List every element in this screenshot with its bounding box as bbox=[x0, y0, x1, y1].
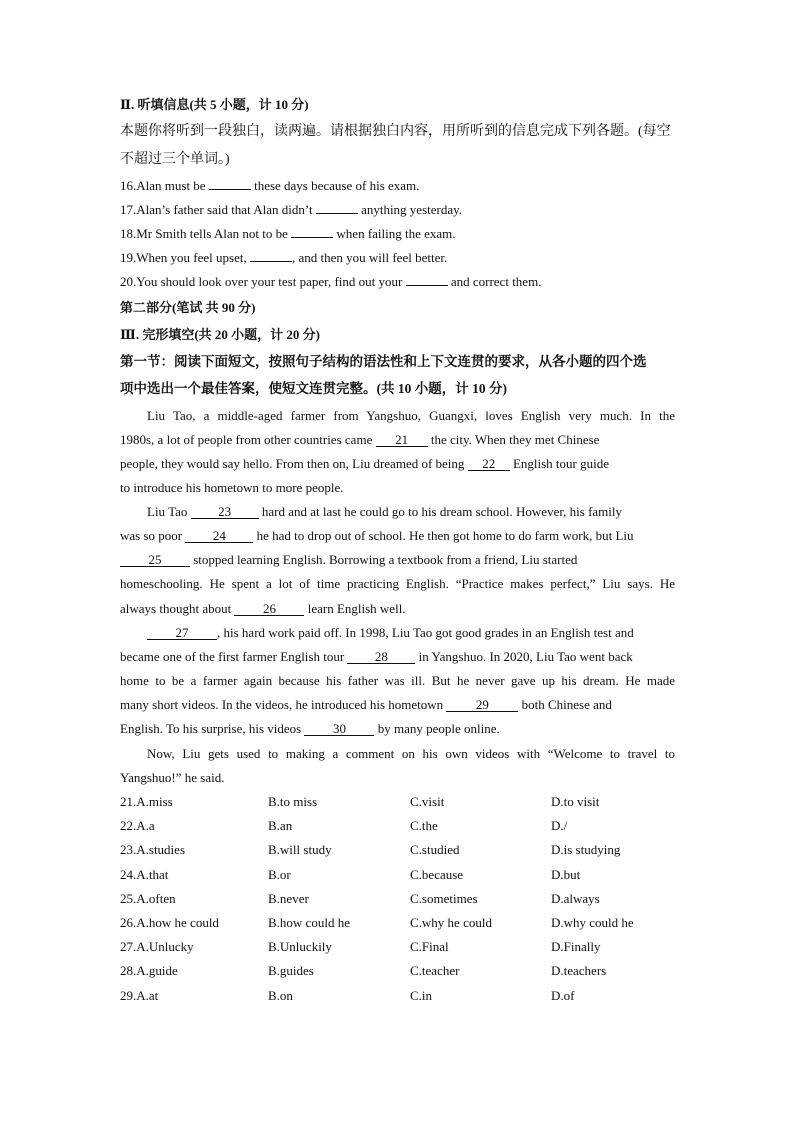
option-24-b[interactable]: B.or bbox=[268, 867, 291, 882]
section-heading: Ⅱ. 听填信息(共 5 小题，计 10 分) bbox=[120, 97, 309, 112]
passage-line: Liu Tao 23 hard and at last he could go to his dream school. However, his family bbox=[147, 504, 623, 519]
answer-blank[interactable] bbox=[291, 237, 333, 238]
option-27-d[interactable]: D.Finally bbox=[551, 939, 601, 954]
option-27-b[interactable]: B.Unluckily bbox=[268, 939, 332, 954]
cloze-blank-22[interactable]: 22 bbox=[468, 457, 510, 471]
cloze-blank-29[interactable]: 29 bbox=[446, 698, 518, 712]
cloze-blank-30[interactable]: 30 bbox=[304, 722, 374, 736]
passage-line: 27 , his hard work paid off. In 1998, Liu Tao got good grades in an English test and bbox=[147, 625, 675, 641]
option-25-d[interactable]: D.always bbox=[551, 891, 600, 906]
option-27-a[interactable]: 27.A.Unlucky bbox=[120, 939, 194, 954]
answer-blank[interactable] bbox=[316, 213, 358, 214]
passage-line: always thought about 26 learn English well. bbox=[120, 601, 406, 616]
option-22-a[interactable]: 22.A.a bbox=[120, 818, 155, 833]
option-22-c[interactable]: C.the bbox=[410, 818, 438, 833]
option-26-c[interactable]: C.why he could bbox=[410, 915, 492, 930]
passage-line: home to be a farmer again because his father was ill. But he never gave up his dream. He made bbox=[120, 673, 675, 688]
question-18: 18.Mr Smith tells Alan not to be when failing the exam. bbox=[120, 226, 456, 241]
cloze-blank-21[interactable]: 21 bbox=[376, 433, 428, 447]
option-28-d[interactable]: D.teachers bbox=[551, 963, 607, 978]
option-25-c[interactable]: C.sometimes bbox=[410, 891, 478, 906]
answer-blank[interactable] bbox=[209, 189, 251, 190]
option-23-b[interactable]: B.will study bbox=[268, 842, 332, 857]
passage-line: many short videos. In the videos, he introduced his hometown 29 both Chinese and bbox=[120, 697, 612, 712]
option-23-d[interactable]: D.is studying bbox=[551, 842, 621, 857]
answer-blank[interactable] bbox=[250, 261, 292, 262]
option-21-b[interactable]: B.to miss bbox=[268, 794, 318, 809]
cloze-blank-28[interactable]: 28 bbox=[347, 650, 415, 664]
option-24-a[interactable]: 24.A.that bbox=[120, 867, 169, 882]
passage-line: was so poor 24 he had to drop out of school. He then got home to do farm work, but Liu bbox=[120, 528, 634, 543]
cloze-blank-24[interactable]: 24 bbox=[185, 529, 253, 543]
option-28-c[interactable]: C.teacher bbox=[410, 963, 460, 978]
option-29-a[interactable]: 29.A.at bbox=[120, 988, 159, 1003]
cloze-blank-26[interactable]: 26 bbox=[234, 602, 304, 616]
option-24-c[interactable]: C.because bbox=[410, 867, 464, 882]
passage-line: English. To his surprise, his videos 30 by many people online. bbox=[120, 721, 500, 736]
option-26-a[interactable]: 26.A.how he could bbox=[120, 915, 219, 930]
option-21-a[interactable]: 21.A.miss bbox=[120, 794, 173, 809]
option-29-c[interactable]: C.in bbox=[410, 988, 433, 1003]
option-23-a[interactable]: 23.A.studies bbox=[120, 842, 185, 857]
instructions: 本题你将听到一段独白，读两遍。请根据独白内容，用所听到的信息完成下列各题。(每空 bbox=[120, 124, 671, 139]
instructions: 不超过三个单词。) bbox=[120, 152, 230, 167]
passage-line: people, they would say hello. From then on, Liu dreamed of being 22 English tour guide bbox=[120, 456, 609, 471]
passage-line: became one of the first farmer English tour 28 in Yangshuo. In 2020, Liu Tao went back bbox=[120, 649, 633, 664]
option-22-b[interactable]: B.an bbox=[268, 818, 293, 833]
option-24-d[interactable]: D.but bbox=[551, 867, 581, 882]
question-20: 20.You should look over your test paper, find out your and correct them. bbox=[120, 274, 542, 289]
cloze-blank-27[interactable]: 27 bbox=[147, 626, 217, 640]
passage-line: to introduce his hometown to more people. bbox=[120, 480, 344, 495]
passage-line: homeschooling. He spent a lot of time practicing English. “Practice makes perfect,” Liu says. He bbox=[120, 576, 675, 591]
instructions: 项中选出一个最佳答案，使短文连贯完整。(共 10 小题，计 10 分) bbox=[120, 381, 507, 396]
option-29-b[interactable]: B.on bbox=[268, 988, 293, 1003]
option-21-c[interactable]: C.visit bbox=[410, 794, 445, 809]
option-26-d[interactable]: D.why could he bbox=[551, 915, 634, 930]
passage-line: Liu Tao, a middle-aged farmer from Yangshuo, Guangxi, loves English very much. In the bbox=[147, 408, 675, 423]
option-29-d[interactable]: D.of bbox=[551, 988, 575, 1003]
question-19: 19.When you feel upset, , and then you will feel better. bbox=[120, 250, 448, 265]
passage-line: 25 stopped learning English. Borrowing a textbook from a friend, Liu started bbox=[120, 552, 675, 568]
cloze-blank-23[interactable]: 23 bbox=[191, 505, 259, 519]
answer-blank[interactable] bbox=[406, 285, 448, 286]
option-27-c[interactable]: C.Final bbox=[410, 939, 449, 954]
part-heading: 第二部分(笔试 共 90 分) bbox=[120, 300, 256, 315]
instructions: 第一节：阅读下面短文，按照句子结构的语法性和上下文连贯的要求，从各小题的四个选 bbox=[120, 354, 647, 369]
section-heading: Ⅲ. 完形填空(共 20 小题，计 20 分) bbox=[120, 327, 320, 342]
passage-line: 1980s, a lot of people from other countries came 21 the city. When they met Chinese bbox=[120, 432, 600, 447]
cloze-blank-25[interactable]: 25 bbox=[120, 553, 190, 567]
option-28-b[interactable]: B.guides bbox=[268, 963, 314, 978]
option-21-d[interactable]: D.to visit bbox=[551, 794, 600, 809]
option-25-a[interactable]: 25.A.often bbox=[120, 891, 176, 906]
question-17: 17.Alan’s father said that Alan didn’t anything yesterday. bbox=[120, 202, 463, 217]
option-22-d[interactable]: D./ bbox=[551, 818, 568, 833]
option-28-a[interactable]: 28.A.guide bbox=[120, 963, 178, 978]
option-26-b[interactable]: B.how could he bbox=[268, 915, 350, 930]
passage-line: Yangshuo!” he said. bbox=[120, 770, 225, 785]
passage-line: Now, Liu gets used to making a comment on his own videos with “Welcome to travel to bbox=[147, 746, 675, 761]
option-23-c[interactable]: C.studied bbox=[410, 842, 460, 857]
option-25-b[interactable]: B.never bbox=[268, 891, 309, 906]
question-16: 16.Alan must be these days because of his exam. bbox=[120, 178, 420, 193]
